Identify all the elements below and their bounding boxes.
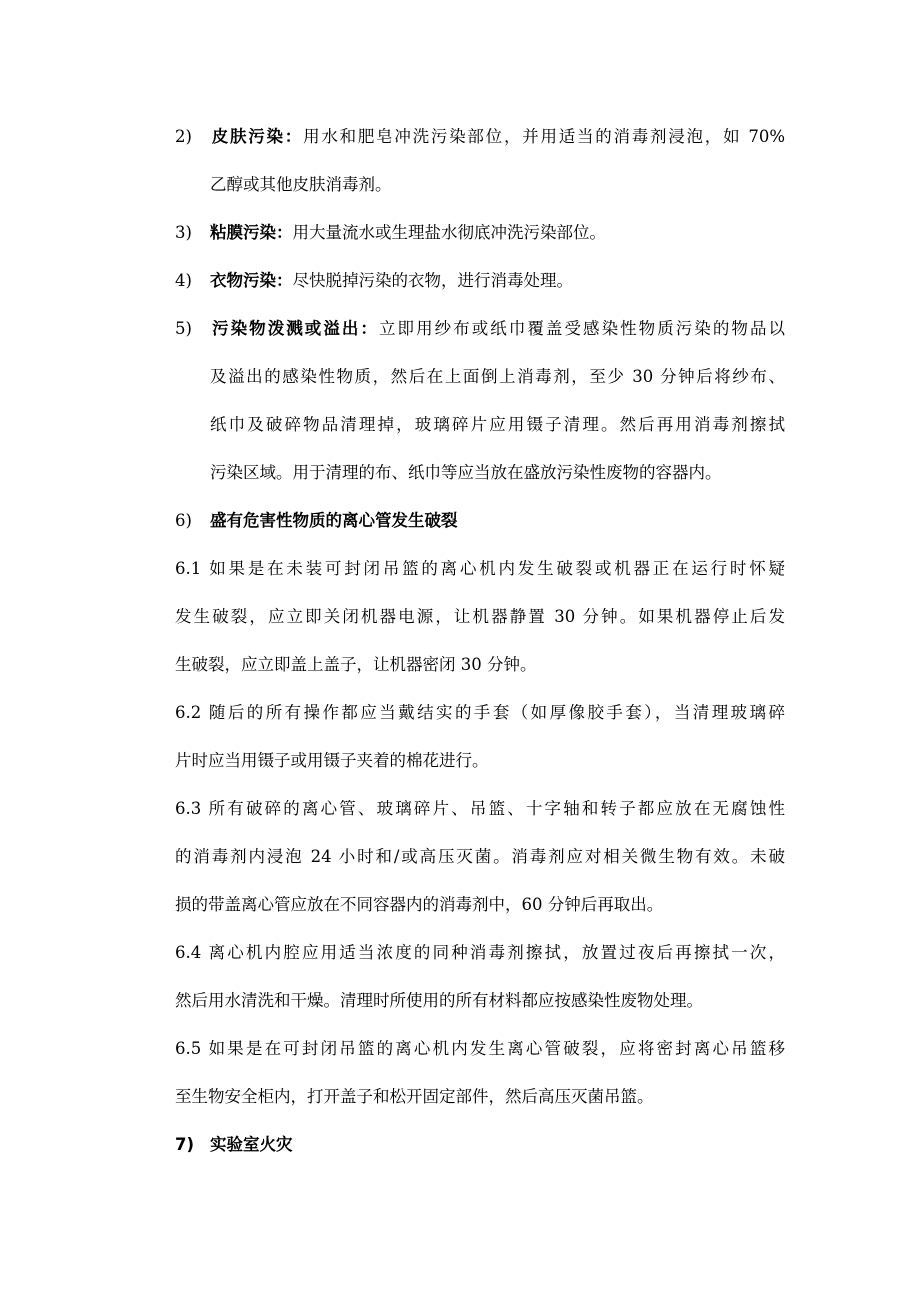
item-heading: 实验室火灾 <box>210 1135 293 1154</box>
item-7-heading <box>175 1134 293 1156</box>
para-6-1-line-3: 生破裂，应立即盖上盖子，让机器密闭 30 分钟。 <box>175 655 537 674</box>
item-heading: 皮肤污染： <box>210 127 304 146</box>
item-heading: 污染物泼溅或溢出： <box>210 319 379 338</box>
item-heading: 衣物污染： <box>210 271 293 290</box>
item-5-line-2: 及溢出的感染性物质，然后在上面倒上消毒剂，至少 30 分钟后将纱布、 <box>210 367 785 386</box>
para-6-5-line-2: 至生物安全柜内，打开盖子和松开固定部件，然后高压灭菌吊篮。 <box>175 1087 654 1106</box>
item-number: 4) <box>175 271 192 290</box>
item-heading: 粘膜污染： <box>210 223 293 242</box>
item-5-line-4: 污染区域。用于清理的布、纸巾等应当放在盛放污染性废物的容器内。 <box>210 463 722 482</box>
item-number: 2) <box>175 127 192 146</box>
item-text: 用水和肥皂冲洗污染部位，并用适当的消毒剂浸泡，如 70% <box>303 127 786 146</box>
item-5-line-1 <box>175 318 785 340</box>
item-3-line-1 <box>175 222 606 244</box>
item-2-line-1 <box>175 126 785 148</box>
para-6-1-line-2: 发生破裂，应立即关闭机器电源，让机器静置 30 分钟。如果机器停止后发 <box>175 607 785 626</box>
item-4-line-1 <box>175 270 573 292</box>
para-6-2-line-2: 片时应当用镊子或用镊子夹着的棉花进行。 <box>175 751 489 770</box>
item-5-line-3: 纸巾及破碎物品清理掉，玻璃碎片应用镊子清理。然后再用消毒剂擦拭 <box>210 415 785 434</box>
para-6-4-line-1: 6.4 离心机内腔应用适当浓度的同种消毒剂擦拭，放置过夜后再擦拭一次， <box>175 943 785 962</box>
para-6-2-line-1: 6.2 随后的所有操作都应当戴结实的手套（如厚像胶手套），当清理玻璃碎 <box>175 703 785 722</box>
item-text: 尽快脱掉污染的衣物，进行消毒处理。 <box>292 271 573 290</box>
item-2-line-2: 乙醇或其他皮肤消毒剂。 <box>210 175 392 194</box>
para-6-5-line-1: 6.5 如果是在可封闭吊篮的离心机内发生离心管破裂，应将密封离心吊篮移 <box>175 1039 785 1058</box>
item-number: 5) <box>175 319 192 338</box>
item-number: 6) <box>175 511 192 530</box>
para-6-4-line-2: 然后用水清洗和干燥。清理时所使用的所有材料都应按感染性废物处理。 <box>175 991 703 1010</box>
item-text: 立即用纱布或纸巾覆盖受感染性物质污染的物品以 <box>378 319 786 338</box>
para-6-3-line-2: 的消毒剂内浸泡 24 小时和/或高压灭菌。消毒剂应对相关微生物有效。未破 <box>175 847 785 866</box>
item-text: 用大量流水或生理盐水彻底冲洗污染部位。 <box>292 223 606 242</box>
item-6-heading <box>175 510 458 532</box>
item-heading: 盛有危害性物质的离心管发生破裂 <box>210 511 458 530</box>
para-6-3-line-1: 6.3 所有破碎的离心管、玻璃碎片、吊篮、十字轴和转子都应放在无腐蚀性 <box>175 799 785 818</box>
para-6-3-line-3: 损的带盖离心管应放在不同容器内的消毒剂中，60 分钟后再取出。 <box>175 895 664 914</box>
para-6-1-line-1: 6.1 如果是在未装可封闭吊篮的离心机内发生破裂或机器正在运行时怀疑 <box>175 559 785 578</box>
item-number: 3) <box>175 223 192 242</box>
item-number: 7) <box>175 1135 195 1154</box>
